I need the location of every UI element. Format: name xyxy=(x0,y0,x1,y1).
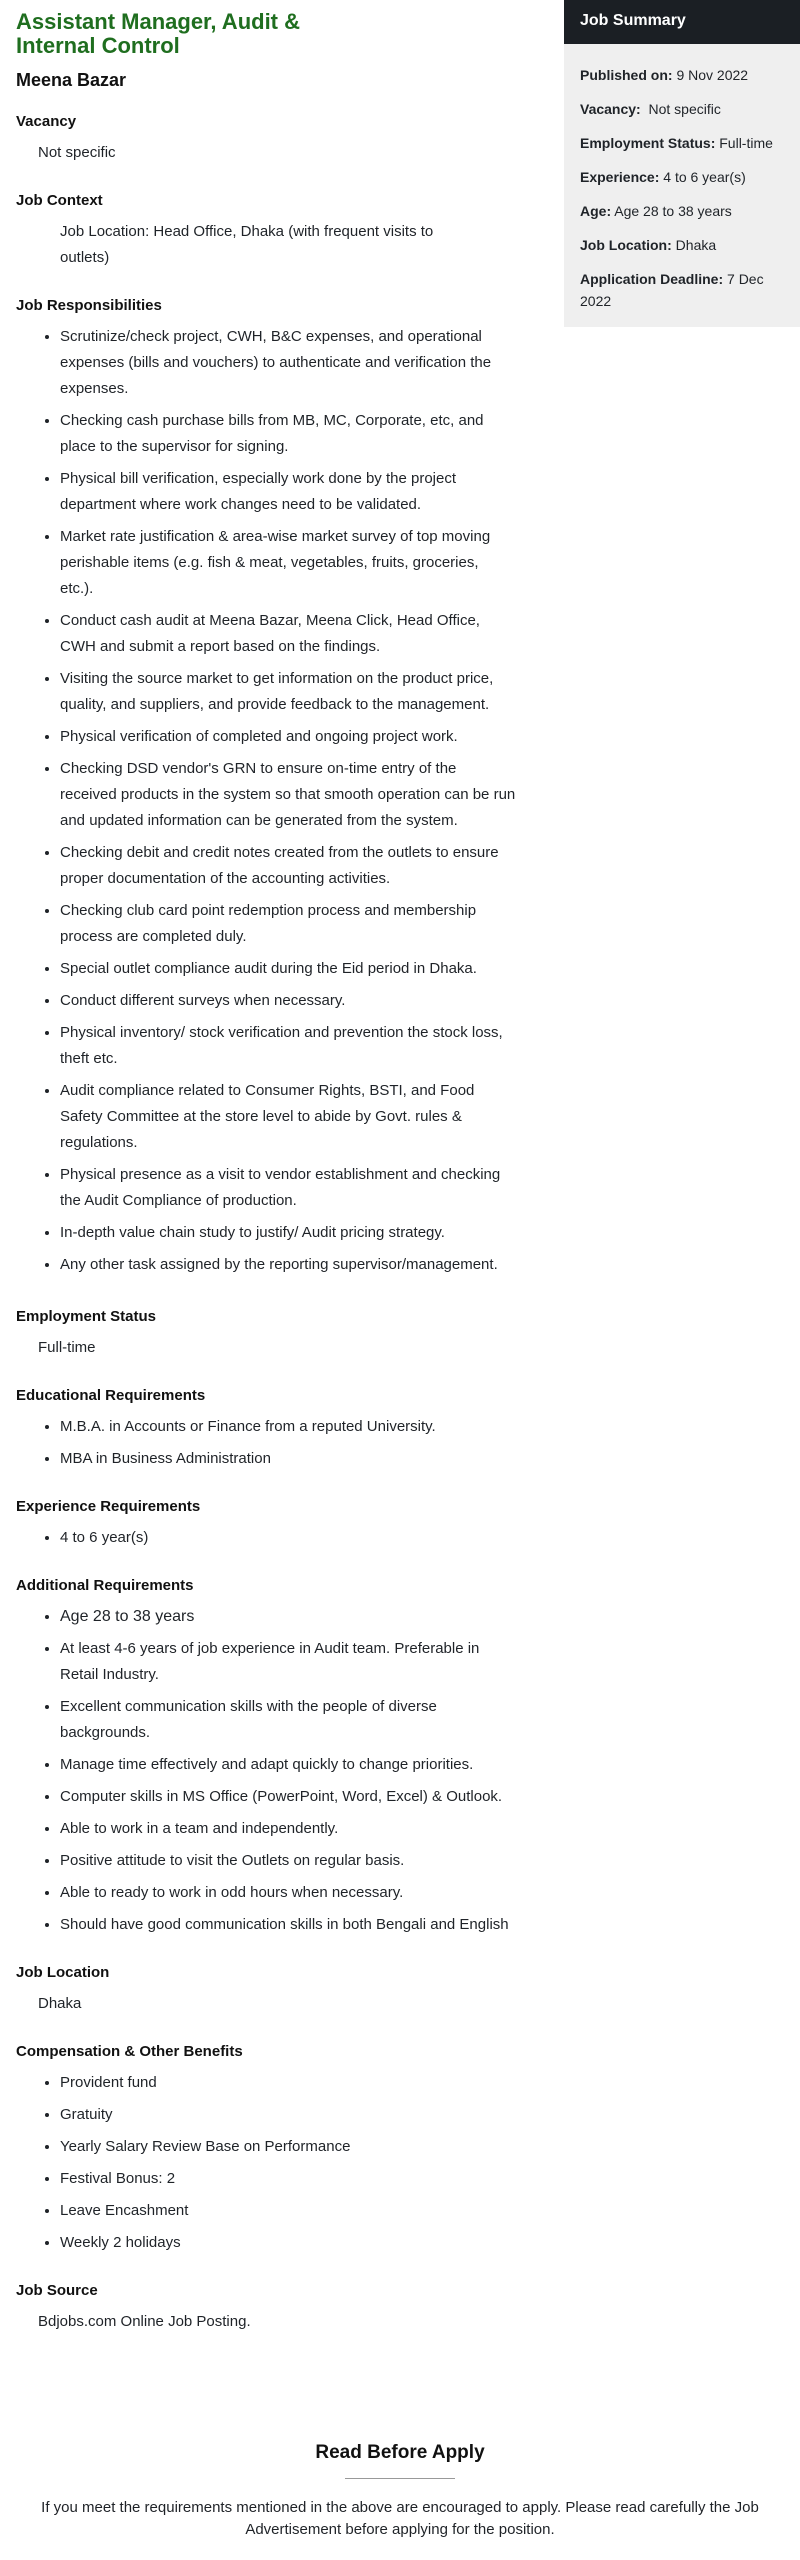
list-item: • Conduct different surveys when necessary. xyxy=(60,988,516,1014)
list-item: • Yearly Salary Review Base on Performance xyxy=(60,2134,516,2160)
summary-label: Age: xyxy=(580,203,612,219)
benefits-list xyxy=(16,2070,516,2256)
list-item: • Should have good communication skills in both Bengali and English xyxy=(60,1912,516,1938)
list-item: • M.B.A. in Accounts or Finance from a reputed University. xyxy=(60,1414,516,1440)
summary-value: 4 to 6 year(s) xyxy=(663,169,746,185)
divider xyxy=(345,2478,455,2479)
experience-heading: Experience Requirements xyxy=(16,1498,201,1515)
company-name: Meena Bazar xyxy=(16,70,127,90)
summary-label: Experience: xyxy=(580,169,660,185)
job-details xyxy=(16,10,516,2335)
summary-label: Employment Status: xyxy=(580,135,716,151)
list-item: • Age 28 to 38 years xyxy=(60,1604,516,1630)
list-item: • Conduct cash audit at Meena Bazar, Meena Click, Head Office, CWH and submit a report based on the findings. xyxy=(60,608,516,660)
list-item: • Any other task assigned by the reporting supervisor/management. xyxy=(60,1252,516,1278)
job-summary-panel xyxy=(564,0,800,327)
additional-requirements-heading: Additional Requirements xyxy=(16,1577,194,1594)
read-before-apply-title: Read Before Apply xyxy=(315,2442,485,2463)
job-title: Assistant Manager, Audit & Internal Control xyxy=(16,9,301,58)
list-item: • Leave Encashment xyxy=(60,2198,516,2224)
summary-label: Job Location: xyxy=(580,237,672,253)
summary-age xyxy=(564,200,800,222)
summary-label: Vacancy: xyxy=(580,101,641,117)
vacancy-heading: Vacancy xyxy=(16,113,77,130)
education-heading: Educational Requirements xyxy=(16,1387,206,1404)
summary-employment-status xyxy=(564,132,800,154)
list-item: • Gratuity xyxy=(60,2102,516,2128)
responsibilities-heading: Job Responsibilities xyxy=(16,297,162,314)
list-item: • Excellent communication skills with the people of diverse backgrounds. xyxy=(60,1694,516,1746)
summary-value: Age 28 to 38 years xyxy=(614,203,732,219)
job-context-text: Job Location: Head Office, Dhaka (with frequent visits to outlets) xyxy=(60,223,434,266)
job-source-value: Bdjobs.com Online Job Posting. xyxy=(38,2313,251,2330)
list-item: • In-depth value chain study to justify/ Audit pricing strategy. xyxy=(60,1220,516,1246)
list-item: • Market rate justification & area-wise market survey of top moving perishable items (e.g. fish & meat, vegetables, fruits, groceries, etc.). xyxy=(60,524,516,602)
list-item: • Physical presence as a visit to vendor establishment and checking the Audit Compliance of production. xyxy=(60,1162,516,1214)
summary-label: Published on: xyxy=(580,67,673,83)
list-item: • Physical bill verification, especially work done by the project department where work changes need to be validated. xyxy=(60,466,516,518)
responsibilities-list xyxy=(16,324,516,1278)
summary-value: 9 Nov 2022 xyxy=(676,67,749,83)
summary-deadline xyxy=(564,268,800,312)
additional-requirements-list xyxy=(16,1604,516,1938)
list-item: • Positive attitude to visit the Outlets on regular basis. xyxy=(60,1848,516,1874)
list-item: • Weekly 2 holidays xyxy=(60,2230,516,2256)
list-item: • Computer skills in MS Office (PowerPoint, Word, Excel) & Outlook. xyxy=(60,1784,516,1810)
job-context-heading: Job Context xyxy=(16,192,103,209)
summary-experience xyxy=(564,166,800,188)
summary-value: Full-time xyxy=(719,135,773,151)
summary-value: 7 Dec 2022 xyxy=(580,271,764,309)
list-item: • Able to ready to work in odd hours when necessary. xyxy=(60,1880,516,1906)
list-item: • Audit compliance related to Consumer Rights, BSTI, and Food Safety Committee at the store level to abide by Govt. rules & regulations. xyxy=(60,1078,516,1156)
list-item: • Checking DSD vendor's GRN to ensure on-time entry of the received products in the system so that smooth operation can be run and updated information can be generated from the system. xyxy=(60,756,516,834)
list-item: • Manage time effectively and adapt quickly to change priorities. xyxy=(60,1752,516,1778)
summary-job-location xyxy=(564,234,800,256)
employment-status-value: Full-time xyxy=(38,1339,96,1356)
list-item: • Physical inventory/ stock verification and prevention the stock loss, theft etc. xyxy=(60,1020,516,1072)
list-item: • Provident fund xyxy=(60,2070,516,2096)
list-item: • Festival Bonus: 2 xyxy=(60,2166,516,2192)
job-location-value: Dhaka xyxy=(38,1995,82,2012)
list-item: • Able to work in a team and independently. xyxy=(60,1816,516,1842)
read-before-apply-text: If you meet the requirements mentioned in the above are encouraged to apply. Please read carefully the Job Advertisement before applying for the position. xyxy=(41,2499,759,2538)
list-item: • Scrutinize/check project, CWH, B&C expenses, and operational expenses (bills and vouchers) to authenticate and verification the expenses. xyxy=(60,324,516,402)
experience-list xyxy=(16,1525,516,1551)
job-location-heading: Job Location xyxy=(16,1964,110,1981)
list-item: • MBA in Business Administration xyxy=(60,1446,516,1472)
list-item: • Checking debit and credit notes created from the outlets to ensure proper documentation of the accounting activities. xyxy=(60,840,516,892)
summary-value: Dhaka xyxy=(675,237,717,253)
summary-value: Not specific xyxy=(648,101,721,117)
education-list xyxy=(16,1414,516,1472)
read-before-apply xyxy=(0,2442,800,2541)
benefits-heading: Compensation & Other Benefits xyxy=(16,2043,243,2060)
job-summary-heading: Job Summary xyxy=(564,0,800,44)
list-item: • At least 4-6 years of job experience in Audit team. Preferable in Retail Industry. xyxy=(60,1636,516,1688)
list-item: • Physical verification of completed and ongoing project work. xyxy=(60,724,516,750)
list-item: • 4 to 6 year(s) xyxy=(60,1525,516,1551)
summary-published xyxy=(564,64,800,86)
employment-status-heading: Employment Status xyxy=(16,1308,157,1325)
summary-label: Application Deadline: xyxy=(580,271,724,287)
vacancy-value: Not specific xyxy=(38,144,116,161)
summary-vacancy xyxy=(564,98,800,120)
list-item: • Special outlet compliance audit during the Eid period in Dhaka. xyxy=(60,956,516,982)
list-item: • Visiting the source market to get information on the product price, quality, and suppliers, and provide feedback to the management. xyxy=(60,666,516,718)
list-item: • Checking cash purchase bills from MB, MC, Corporate, etc, and place to the supervisor for signing. xyxy=(60,408,516,460)
list-item: • Checking club card point redemption process and membership process are completed duly. xyxy=(60,898,516,950)
job-source-heading: Job Source xyxy=(16,2282,98,2299)
